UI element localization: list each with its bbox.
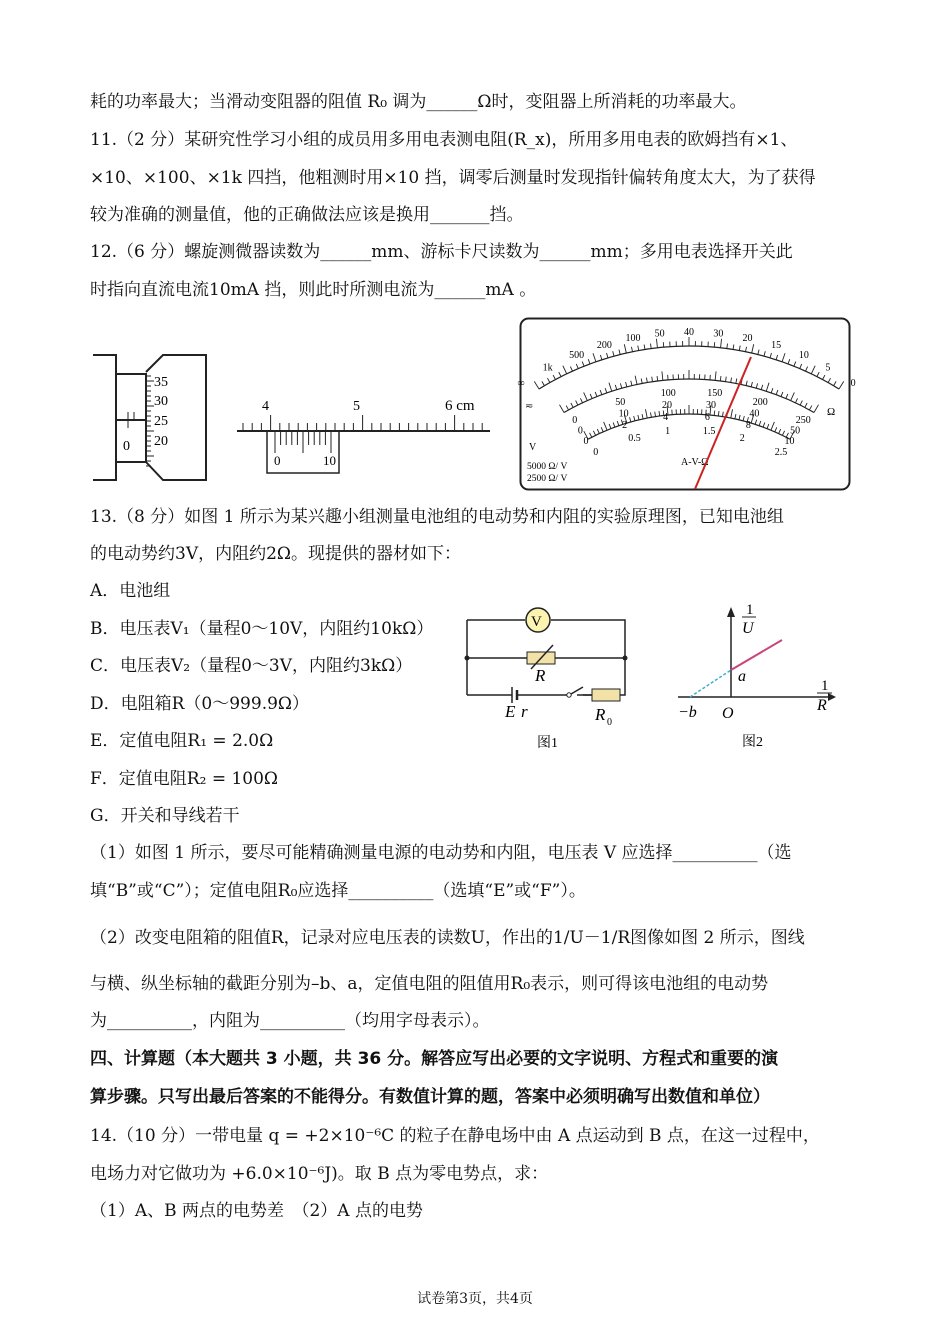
- label-R0-sub: 0: [607, 717, 612, 728]
- x-axis-den: R: [817, 697, 827, 714]
- meter-spec: 5000 Ω/ V: [527, 462, 568, 472]
- scale-label: 100: [660, 388, 676, 400]
- scale-label: 0.5: [628, 432, 641, 444]
- micrometer-label: 25: [154, 414, 168, 429]
- text-line: 的电动势约3V，内阻约2Ω。现提供的器材如下：: [90, 544, 462, 564]
- scale-label: 50: [615, 397, 626, 409]
- graph-fig2: [670, 597, 845, 752]
- text-line: 填“B”或“C”）；定值电阻R₀应选择__________（选填“E”或“F”）。: [90, 881, 586, 901]
- scale-label: 0: [583, 436, 589, 448]
- scale-label: 1: [665, 425, 671, 437]
- text-line: 14.（10 分）一带电量 q = +2×10⁻⁶C 的粒子在静电场中由 A 点运动到 B 点，在这一过程中，: [90, 1126, 820, 1146]
- ohm-symbol: Ω: [827, 406, 836, 418]
- scale-label: 15: [771, 340, 782, 352]
- label-R: R: [535, 666, 546, 685]
- text-line: 为__________，内阻为__________（均用字母表示）。: [90, 1011, 490, 1031]
- micrometer-label: 30: [154, 394, 168, 409]
- text-line: 12.（6 分）螺旋测微器读数为______mm、游标卡尺读数为______mm；多用电表选择开关此: [90, 242, 793, 262]
- scale-label: 0: [593, 446, 599, 458]
- scale-label: 50: [790, 425, 801, 437]
- text-line: 11.（2 分）某研究性学习小组的成员用多用电表测电阻(R_x)，所用多用电表的欧姆挡有×1、: [90, 130, 798, 150]
- scale-label: 10: [618, 408, 629, 420]
- scale-label: 30: [713, 328, 724, 340]
- voltmeter-label: V: [531, 614, 542, 630]
- text-line: 电场力对它做功为 +6.0×10⁻⁶J)。取 B 点为零电势点，求：: [90, 1164, 549, 1184]
- caliper-main-label: 6 cm: [445, 398, 475, 414]
- scale-label: 0: [572, 414, 578, 426]
- text-line: 时指向直流电流10mA 挡，则此时所测电流为______mA 。: [90, 280, 537, 300]
- scale-label: 50: [654, 328, 665, 340]
- caliper-main-label: 4: [262, 399, 269, 414]
- text-line: （2）改变电阻箱的阻值R，记录对应电压表的读数U，作出的1/U－1/R图像如图 2 所示，图线: [90, 928, 805, 948]
- text-line: 与横、纵坐标轴的截距分别为–b、a，定值电阻的阻值用R₀表示，则可得该电池组的电动势: [90, 974, 769, 994]
- label-E: E: [505, 702, 516, 721]
- text-line: A．电池组: [90, 581, 171, 601]
- micrometer-sleeve-zero: 0: [123, 439, 130, 454]
- scale-label: 150: [707, 388, 723, 400]
- page-footer: 试卷第3页，共4页: [417, 1291, 533, 1307]
- text-line: E．定值电阻R₁ = 2.0Ω: [90, 731, 274, 751]
- fig2-caption: 图2: [742, 735, 763, 750]
- scale-label: 10: [798, 350, 809, 362]
- scale-label: ∞: [517, 377, 525, 389]
- y-axis-num: 1: [746, 602, 754, 618]
- caliper-vernier-label: 0: [274, 453, 281, 468]
- text-line: D．电阻箱R（0～999.9Ω）: [90, 694, 310, 714]
- micrometer-figure: [88, 350, 218, 485]
- scale-label: 2.5: [774, 446, 788, 458]
- scale-label: 40: [684, 327, 694, 338]
- scale-label: 250: [795, 414, 811, 426]
- tick: [720, 376, 721, 381]
- scale-label: 6: [704, 412, 710, 424]
- tick: [714, 411, 715, 416]
- scale-label: 0: [577, 425, 583, 437]
- circuit-diagram-fig1: [455, 603, 645, 753]
- scale-label: 8: [745, 420, 751, 432]
- text-line: C．电压表V₂（量程0～3V，内阻约3kΩ）: [90, 656, 413, 676]
- scale-label: 0: [850, 377, 856, 389]
- meter-spec: 2500 Ω/ V: [527, 474, 568, 484]
- scale-label: 40: [749, 408, 760, 420]
- label-r: r: [521, 702, 528, 721]
- text-line: （1）如图 1 所示，要尽可能精确测量电源的电动势和内阻，电压表 V 应选择__________（选: [90, 843, 792, 863]
- text-line: 四、计算题（本大题共 3 小题，共 36 分。解答应写出必要的文字说明、方程式和重要的演: [90, 1049, 779, 1069]
- x-axis-num: 1: [821, 678, 829, 694]
- text-line: （1）A、B 两点的电势差 （2）A 点的电势: [90, 1201, 423, 1221]
- intercept-b: −b: [678, 704, 697, 721]
- extrapolated-line: [690, 670, 731, 697]
- scale-label: 1k: [542, 362, 553, 374]
- intercept-a: a: [738, 668, 746, 685]
- meter-brand: A-V-Ω: [681, 457, 709, 468]
- multimeter-dial-figure: [517, 317, 856, 492]
- text-line: B．电压表V₁（量程0～10V，内阻约10kΩ）: [90, 619, 434, 639]
- dc-symbol: ≂: [525, 401, 534, 412]
- scale-label: 500: [569, 350, 585, 362]
- text-line: ×10、×100、×1k 四挡，他粗测时用×10 挡，调零后测量时发现指针偏转角度太大，为了获得: [90, 168, 816, 188]
- text-line: 较为准确的测量值，他的正确做法应该是换用_______挡。: [90, 205, 524, 225]
- micrometer-label: 20: [154, 434, 168, 449]
- scale-label: 100: [625, 332, 641, 344]
- scale-label: 20: [661, 400, 672, 412]
- y-axis-den: U: [742, 620, 754, 637]
- text-line: 13.（8 分）如图 1 所示为某兴趣小组测量电池组的电动势和内阻的实验原理图，已知电池组: [90, 507, 784, 527]
- ac-v-symbol: V: [529, 442, 537, 453]
- vernier-caliper-figure: [235, 395, 495, 480]
- text-line: F．定值电阻R₂ = 100Ω: [90, 769, 279, 789]
- caliper-main-label: 5: [353, 399, 360, 414]
- scale-label: 200: [596, 340, 612, 352]
- scale-label: 30: [706, 400, 717, 412]
- text-line: 耗的功率最大；当滑动变阻器的阻值 R₀ 调为______Ω时，变阻器上所消耗的功率最大。: [90, 92, 747, 112]
- scale-label: 1.5: [702, 425, 716, 437]
- caliper-vernier-label: 10: [323, 453, 336, 468]
- fig1-caption: 图1: [537, 736, 558, 751]
- fixed-resistor-symbol: [592, 689, 620, 701]
- micrometer-label: 35: [154, 375, 168, 390]
- scale-label: 5: [825, 362, 831, 374]
- scale-label: 10: [784, 436, 795, 448]
- origin-label: O: [722, 705, 734, 722]
- scale-label: 2: [622, 420, 628, 432]
- scale-label: 4: [663, 412, 669, 424]
- data-line: [731, 640, 782, 670]
- text-line: G．开关和导线若干: [90, 806, 240, 826]
- scale-label: 200: [752, 397, 768, 409]
- scale-label: 2: [739, 432, 745, 444]
- scale-label: 20: [742, 332, 753, 344]
- label-R0: R: [595, 705, 606, 724]
- tick: [657, 376, 658, 381]
- text-line: 算步骤。只写出最后答案的不能得分。有数值计算的题，答案中必须明确写出数值和单位）: [90, 1087, 770, 1107]
